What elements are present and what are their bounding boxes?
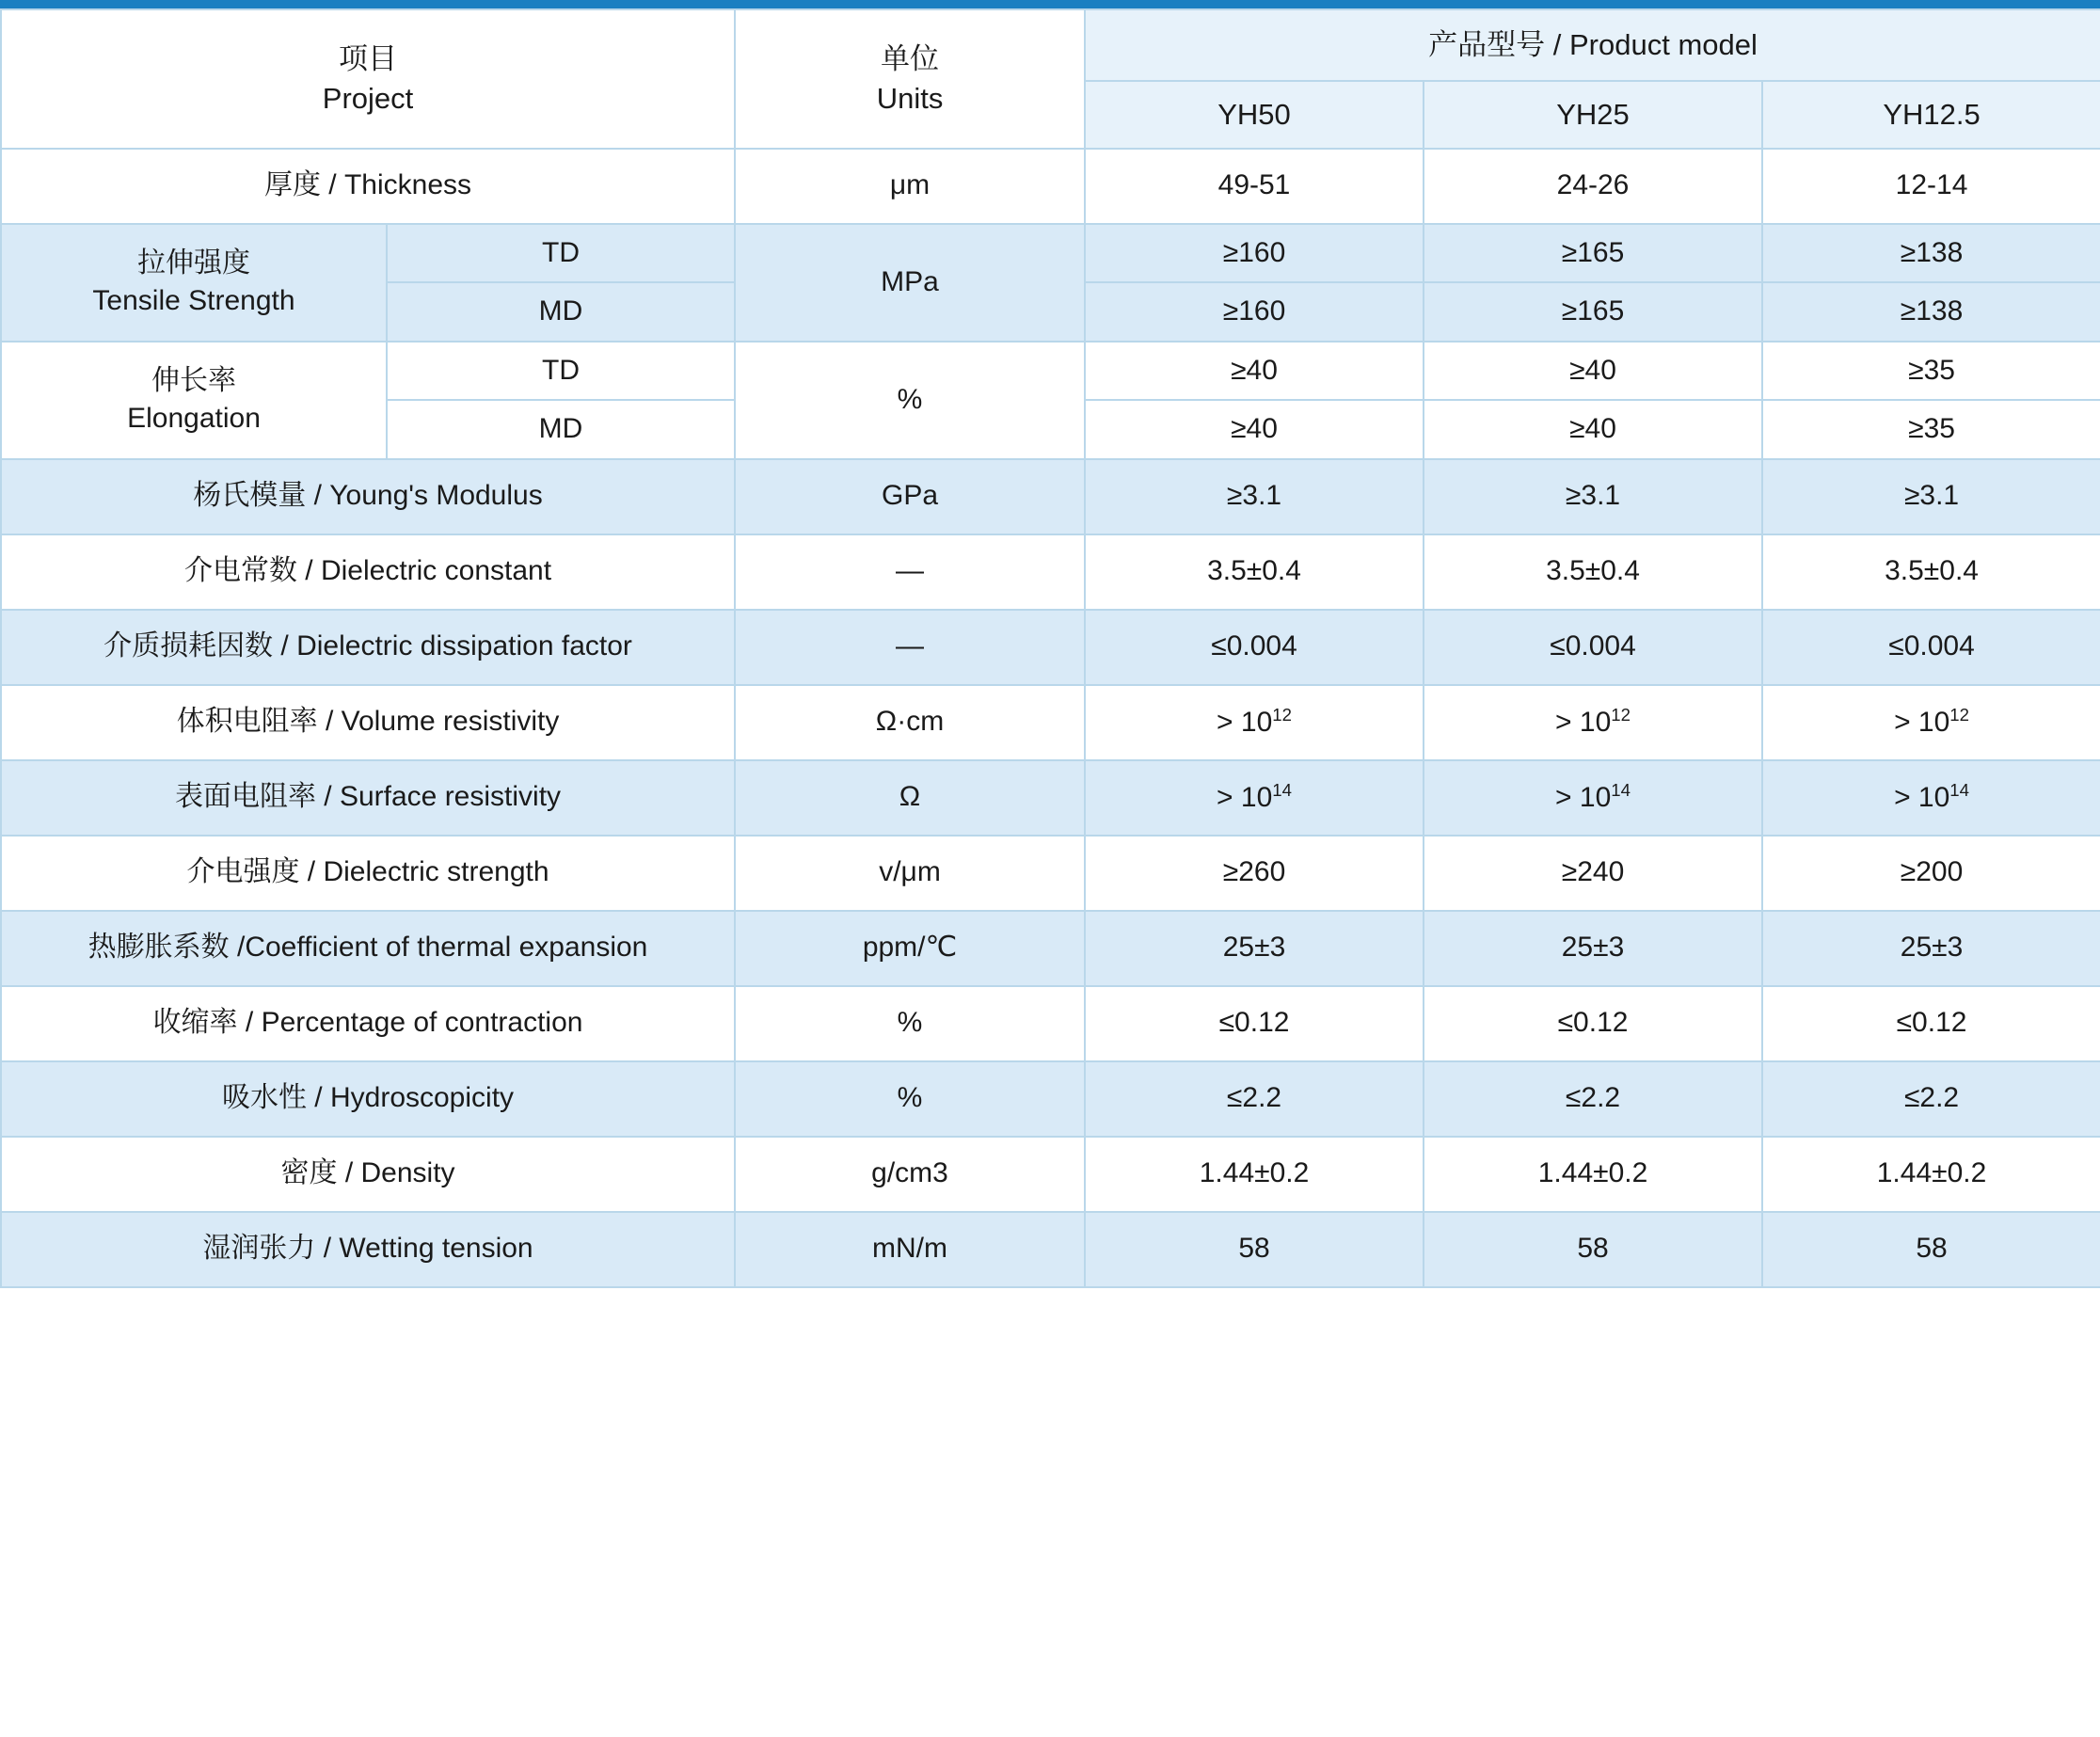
header-units-zh: 单位 <box>881 42 940 75</box>
row-label-surface-resistivity: 表面电阻率 / Surface resistivity <box>1 760 735 836</box>
cell-dissipation-factor-yh125: ≤0.004 <box>1762 610 2100 685</box>
table-row <box>1 224 2100 283</box>
row-sublabel-elongation-md: MD <box>387 400 735 459</box>
row-units-thickness: μm <box>735 149 1085 224</box>
row-units-elongation: % <box>735 342 1085 459</box>
header-product-model: 产品型号 / Product model <box>1085 9 2100 81</box>
row-units-contraction: % <box>735 986 1085 1061</box>
top-accent-rule <box>0 0 2100 8</box>
table-row <box>1 986 2100 1061</box>
row-label-tensile-strength <box>1 224 387 342</box>
table-row <box>1 459 2100 534</box>
table-row <box>1 685 2100 760</box>
row-label-elongation-zh: 伸长率 <box>151 364 236 396</box>
cell-thermal-expansion-yh50: 25±3 <box>1085 911 1424 986</box>
cell-surface-resistivity-yh125: > $10^{14}$ <box>1762 760 2100 836</box>
cell-tensile-md-yh125: ≥138 <box>1762 282 2100 342</box>
cell-tensile-td-yh50: ≥160 <box>1085 224 1424 283</box>
cell-tensile-td-yh125: ≥138 <box>1762 224 2100 283</box>
cell-contraction-yh125: ≤0.12 <box>1762 986 2100 1061</box>
row-units-tensile-strength: MPa <box>735 224 1085 342</box>
cell-tensile-td-yh25: ≥165 <box>1424 224 1762 283</box>
row-label-tensile-strength-en: Tensile Strength <box>92 285 295 317</box>
row-label-contraction: 收缩率 / Percentage of contraction <box>1 986 735 1061</box>
cell-dielectric-constant-yh125: 3.5±0.4 <box>1762 534 2100 610</box>
cell-dielectric-constant-yh50: 3.5±0.4 <box>1085 534 1424 610</box>
table-row <box>1 911 2100 986</box>
cell-volume-resistivity-yh25: > $10^{12}$ <box>1424 685 1762 760</box>
header-project <box>1 9 735 149</box>
header-row-1 <box>1 9 2100 81</box>
row-sublabel-elongation-td: TD <box>387 342 735 401</box>
row-label-density: 密度 / Density <box>1 1137 735 1212</box>
cell-youngs-modulus-yh50: ≥3.1 <box>1085 459 1424 534</box>
row-label-dielectric-constant: 介电常数 / Dielectric constant <box>1 534 735 610</box>
cell-contraction-yh25: ≤0.12 <box>1424 986 1762 1061</box>
cell-thermal-expansion-yh25: 25±3 <box>1424 911 1762 986</box>
row-sublabel-tensile-md: MD <box>387 282 735 342</box>
cell-hydroscopicity-yh50: ≤2.2 <box>1085 1061 1424 1137</box>
table-row <box>1 342 2100 401</box>
cell-dielectric-strength-yh50: ≥260 <box>1085 836 1424 911</box>
cell-youngs-modulus-yh25: ≥3.1 <box>1424 459 1762 534</box>
cell-wetting-tension-yh25: 58 <box>1424 1212 1762 1287</box>
header-model-yh25: YH25 <box>1424 81 1762 149</box>
cell-dielectric-strength-yh25: ≥240 <box>1424 836 1762 911</box>
header-model-yh125: YH12.5 <box>1762 81 2100 149</box>
cell-wetting-tension-yh50: 58 <box>1085 1212 1424 1287</box>
cell-surface-resistivity-yh25: > $10^{14}$ <box>1424 760 1762 836</box>
header-project-en: Project <box>322 81 414 115</box>
row-units-youngs-modulus: GPa <box>735 459 1085 534</box>
cell-elongation-td-yh50: ≥40 <box>1085 342 1424 401</box>
table-header <box>1 9 2100 149</box>
row-units-density: g/cm3 <box>735 1137 1085 1212</box>
row-units-volume-resistivity: Ω·cm <box>735 685 1085 760</box>
cell-thickness-yh25: 24-26 <box>1424 149 1762 224</box>
cell-elongation-md-yh125: ≥35 <box>1762 400 2100 459</box>
row-units-dielectric-strength: v/μm <box>735 836 1085 911</box>
header-units-en: Units <box>876 81 944 115</box>
cell-thickness-yh125: 12-14 <box>1762 149 2100 224</box>
row-label-tensile-strength-zh: 拉伸强度 <box>137 247 250 279</box>
row-label-youngs-modulus: 杨氏模量 / Young's Modulus <box>1 459 735 534</box>
header-model-yh50: YH50 <box>1085 81 1424 149</box>
row-units-dielectric-constant: — <box>735 534 1085 610</box>
table-row <box>1 1137 2100 1212</box>
specification-table <box>0 8 2100 1288</box>
row-units-dissipation-factor: — <box>735 610 1085 685</box>
cell-volume-resistivity-yh50: > $10^{12}$ <box>1085 685 1424 760</box>
cell-hydroscopicity-yh125: ≤2.2 <box>1762 1061 2100 1137</box>
cell-thickness-yh50: 49-51 <box>1085 149 1424 224</box>
table-row <box>1 836 2100 911</box>
cell-elongation-td-yh25: ≥40 <box>1424 342 1762 401</box>
row-sublabel-tensile-td: TD <box>387 224 735 283</box>
row-label-thickness: 厚度 / Thickness <box>1 149 735 224</box>
table-row <box>1 760 2100 836</box>
row-label-thermal-expansion: 热膨胀系数 /Coefficient of thermal expansion <box>1 911 735 986</box>
row-units-hydroscopicity: % <box>735 1061 1085 1137</box>
row-label-hydroscopicity: 吸水性 / Hydroscopicity <box>1 1061 735 1137</box>
row-units-wetting-tension: mN/m <box>735 1212 1085 1287</box>
row-label-dielectric-strength: 介电强度 / Dielectric strength <box>1 836 735 911</box>
header-project-zh: 项目 <box>339 42 397 75</box>
row-label-volume-resistivity: 体积电阻率 / Volume resistivity <box>1 685 735 760</box>
row-units-surface-resistivity: Ω <box>735 760 1085 836</box>
table-row <box>1 149 2100 224</box>
cell-elongation-md-yh50: ≥40 <box>1085 400 1424 459</box>
row-units-thermal-expansion: ppm/℃ <box>735 911 1085 986</box>
cell-volume-resistivity-yh125: > $10^{12}$ <box>1762 685 2100 760</box>
cell-wetting-tension-yh125: 58 <box>1762 1212 2100 1287</box>
cell-elongation-md-yh25: ≥40 <box>1424 400 1762 459</box>
row-label-wetting-tension: 湿润张力 / Wetting tension <box>1 1212 735 1287</box>
cell-contraction-yh50: ≤0.12 <box>1085 986 1424 1061</box>
cell-density-yh25: 1.44±0.2 <box>1424 1137 1762 1212</box>
cell-dissipation-factor-yh50: ≤0.004 <box>1085 610 1424 685</box>
header-units <box>735 9 1085 149</box>
cell-thermal-expansion-yh125: 25±3 <box>1762 911 2100 986</box>
table-row <box>1 1061 2100 1137</box>
table-row <box>1 1212 2100 1287</box>
table-body <box>1 149 2100 1287</box>
cell-tensile-md-yh50: ≥160 <box>1085 282 1424 342</box>
row-label-elongation <box>1 342 387 459</box>
cell-dielectric-constant-yh25: 3.5±0.4 <box>1424 534 1762 610</box>
cell-density-yh125: 1.44±0.2 <box>1762 1137 2100 1212</box>
cell-youngs-modulus-yh125: ≥3.1 <box>1762 459 2100 534</box>
row-label-dissipation-factor: 介质损耗因数 / Dielectric dissipation factor <box>1 610 735 685</box>
cell-dielectric-strength-yh125: ≥200 <box>1762 836 2100 911</box>
cell-dissipation-factor-yh25: ≤0.004 <box>1424 610 1762 685</box>
row-label-elongation-en: Elongation <box>127 403 261 435</box>
cell-surface-resistivity-yh50: > $10^{14}$ <box>1085 760 1424 836</box>
table-row <box>1 610 2100 685</box>
cell-hydroscopicity-yh25: ≤2.2 <box>1424 1061 1762 1137</box>
cell-tensile-md-yh25: ≥165 <box>1424 282 1762 342</box>
cell-density-yh50: 1.44±0.2 <box>1085 1137 1424 1212</box>
table-row <box>1 534 2100 610</box>
cell-elongation-td-yh125: ≥35 <box>1762 342 2100 401</box>
